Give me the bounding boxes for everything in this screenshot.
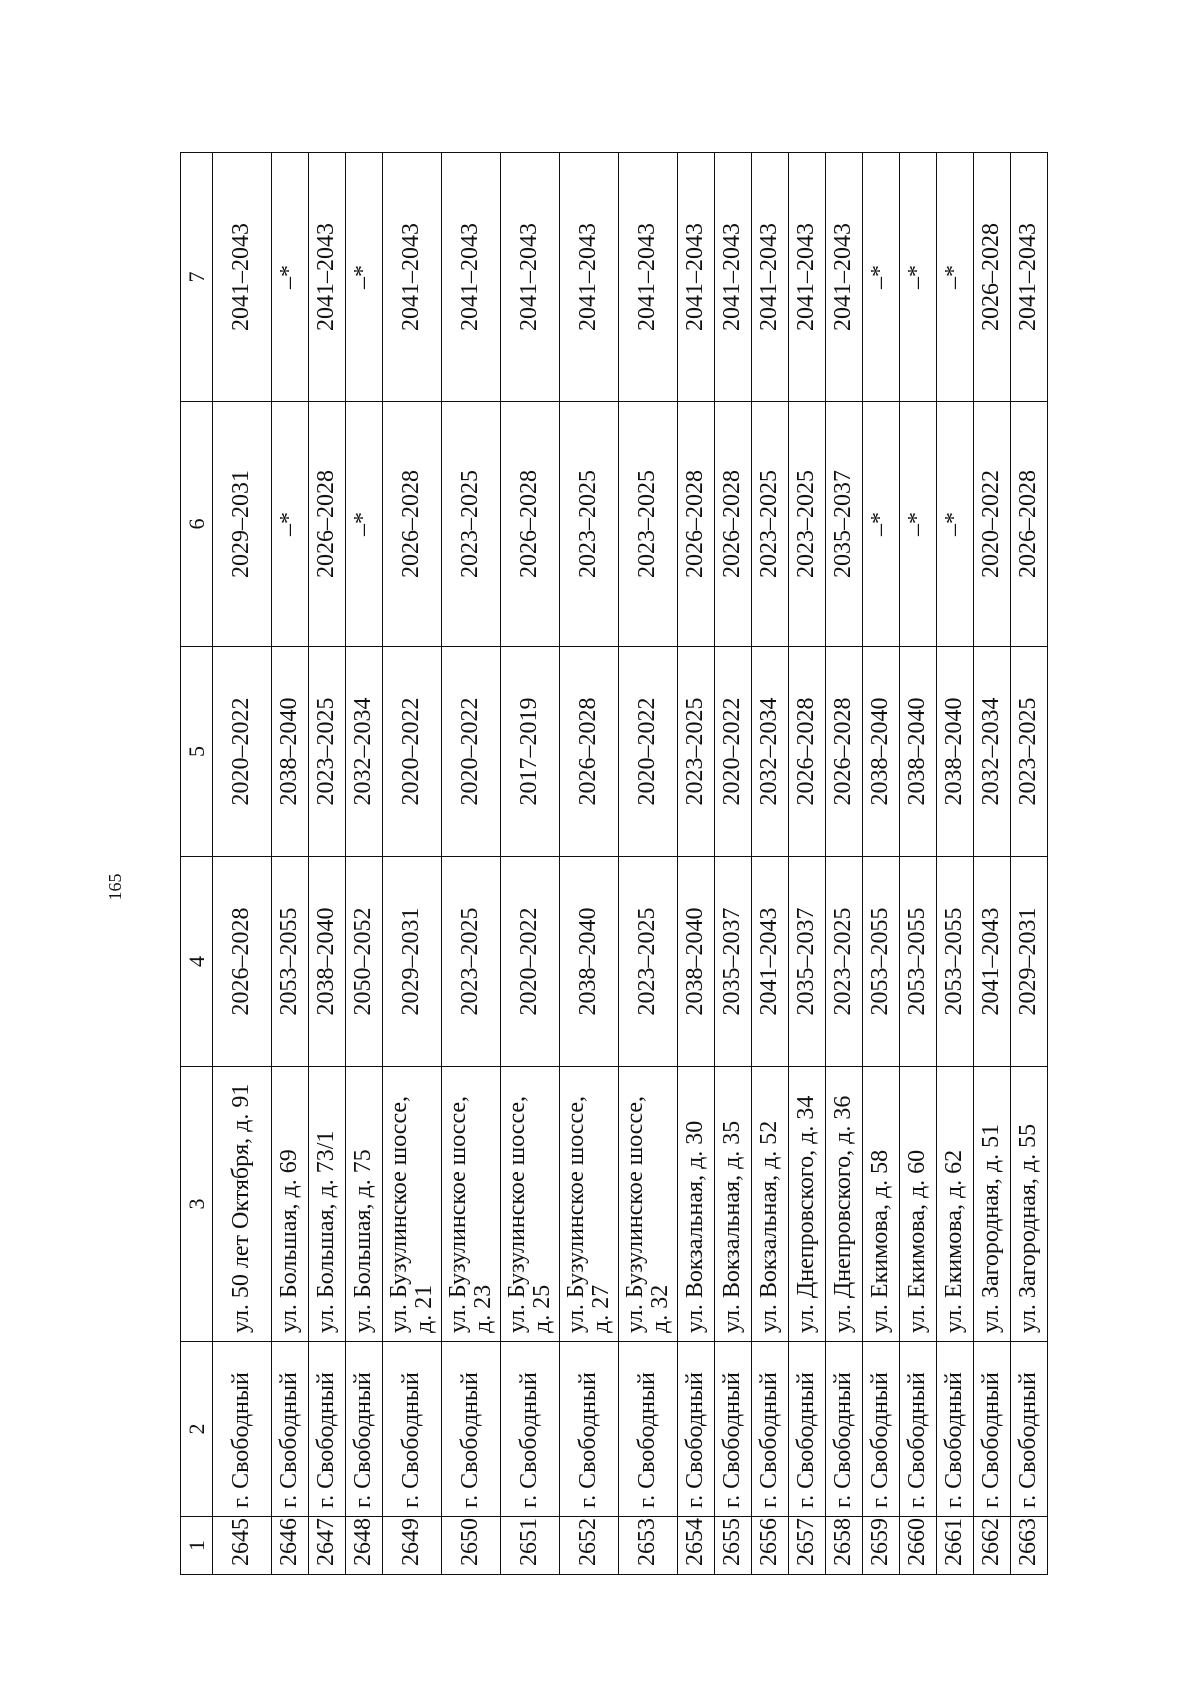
table-row — [752, 153, 789, 1575]
cell-col6: 2026–2028 — [1011, 402, 1048, 647]
cell-city: г. Свободный — [678, 1342, 715, 1517]
cell-col7: 2041–2043 — [442, 153, 501, 402]
cell-col6: 2026–2028 — [383, 402, 442, 647]
cell-col4: 2038–2040 — [309, 857, 346, 1067]
cell-col5: 2038–2040 — [937, 647, 974, 857]
cell-col6: 2035–2037 — [826, 402, 863, 647]
cell-col4: 2029–2031 — [383, 857, 442, 1067]
cell-col7: 2041–2043 — [715, 153, 752, 402]
cell-city: г. Свободный — [863, 1342, 900, 1517]
cell-number: 2646 — [272, 1517, 309, 1575]
cell-city: г. Свободный — [346, 1342, 383, 1517]
cell-col7: 2041–2043 — [501, 153, 560, 402]
table-row — [1011, 153, 1048, 1575]
cell-col5: 2032–2034 — [752, 647, 789, 857]
rotated-table-container — [180, 153, 1040, 1575]
cell-address: ул. Большая, д. 69 — [272, 1067, 309, 1342]
cell-col6: 2023–2025 — [560, 402, 619, 647]
cell-address: ул. Бузулинское шоссе, д. 23 — [442, 1067, 501, 1342]
cell-col4: 2053–2055 — [272, 857, 309, 1067]
cell-col5: 2032–2034 — [974, 647, 1011, 857]
cell-col5: 2032–2034 — [346, 647, 383, 857]
cell-number: 2653 — [619, 1517, 678, 1575]
cell-city: г. Свободный — [501, 1342, 560, 1517]
cell-col5: 2023–2025 — [678, 647, 715, 857]
cell-col4: 2038–2040 — [560, 857, 619, 1067]
table-row — [442, 153, 501, 1575]
cell-city: г. Свободный — [560, 1342, 619, 1517]
column-header-6: 6 — [181, 402, 213, 647]
cell-col6: 2026–2028 — [715, 402, 752, 647]
cell-col6: 2026–2028 — [501, 402, 560, 647]
table-row — [974, 153, 1011, 1575]
cell-address: ул. Вокзальная, д. 52 — [752, 1067, 789, 1342]
column-header-7: 7 — [181, 153, 213, 402]
cell-col5: 2020–2022 — [715, 647, 752, 857]
cell-number: 2659 — [863, 1517, 900, 1575]
table-row — [383, 153, 442, 1575]
cell-col7: 2041–2043 — [309, 153, 346, 402]
table-row — [789, 153, 826, 1575]
cell-city: г. Свободный — [272, 1342, 309, 1517]
cell-col5: 2038–2040 — [272, 647, 309, 857]
cell-address: ул. Загородная, д. 51 — [974, 1067, 1011, 1342]
cell-address: ул. Бузулинское шоссе, д. 27 — [560, 1067, 619, 1342]
cell-col6: 2020–2022 — [974, 402, 1011, 647]
cell-city: г. Свободный — [715, 1342, 752, 1517]
cell-city: г. Свободный — [937, 1342, 974, 1517]
cell-number: 2645 — [213, 1517, 272, 1575]
table-row — [309, 153, 346, 1575]
cell-address: ул. Днепровского, д. 36 — [826, 1067, 863, 1342]
cell-number: 2652 — [560, 1517, 619, 1575]
cell-col7: –* — [346, 153, 383, 402]
cell-col6: 2023–2025 — [442, 402, 501, 647]
cell-col5: 2023–2025 — [1011, 647, 1048, 857]
cell-city: г. Свободный — [974, 1342, 1011, 1517]
cell-col5: 2038–2040 — [863, 647, 900, 857]
cell-col4: 2029–2031 — [1011, 857, 1048, 1067]
cell-city: г. Свободный — [789, 1342, 826, 1517]
cell-city: г. Свободный — [900, 1342, 937, 1517]
table-row — [900, 153, 937, 1575]
cell-col6: 2023–2025 — [789, 402, 826, 647]
cell-address: ул. 50 лет Октября, д. 91 — [213, 1067, 272, 1342]
cell-col7: 2041–2043 — [1011, 153, 1048, 402]
cell-col7: 2041–2043 — [383, 153, 442, 402]
table-row — [346, 153, 383, 1575]
table-row — [826, 153, 863, 1575]
cell-address: ул. Большая, д. 75 — [346, 1067, 383, 1342]
cell-col5: 2026–2028 — [560, 647, 619, 857]
table-row — [715, 153, 752, 1575]
cell-col4: 2041–2043 — [974, 857, 1011, 1067]
cell-col6: –* — [863, 402, 900, 647]
cell-col5: 2026–2028 — [826, 647, 863, 857]
cell-col4: 2023–2025 — [826, 857, 863, 1067]
cell-col6: 2023–2025 — [619, 402, 678, 647]
cell-city: г. Свободный — [383, 1342, 442, 1517]
table-row — [937, 153, 974, 1575]
cell-number: 2658 — [826, 1517, 863, 1575]
cell-col7: 2041–2043 — [789, 153, 826, 402]
cell-city: г. Свободный — [309, 1342, 346, 1517]
cell-col5: 2020–2022 — [383, 647, 442, 857]
table-row — [560, 153, 619, 1575]
cell-address: ул. Екимова, д. 60 — [900, 1067, 937, 1342]
cell-address: ул. Вокзальная, д. 35 — [715, 1067, 752, 1342]
cell-col7: 2041–2043 — [560, 153, 619, 402]
cell-col7: –* — [863, 153, 900, 402]
cell-col6: –* — [272, 402, 309, 647]
table-row — [213, 153, 272, 1575]
cell-col4: 2023–2025 — [619, 857, 678, 1067]
cell-col6: 2029–2031 — [213, 402, 272, 647]
cell-address: ул. Вокзальная, д. 30 — [678, 1067, 715, 1342]
cell-col5: 2026–2028 — [789, 647, 826, 857]
column-header-5: 5 — [181, 647, 213, 857]
schedule-table — [180, 152, 1048, 1575]
cell-col7: –* — [937, 153, 974, 402]
cell-col5: 2023–2025 — [309, 647, 346, 857]
cell-col5: 2020–2022 — [213, 647, 272, 857]
cell-city: г. Свободный — [619, 1342, 678, 1517]
table-row — [678, 153, 715, 1575]
cell-number: 2663 — [1011, 1517, 1048, 1575]
cell-col4: 2020–2022 — [501, 857, 560, 1067]
cell-address: ул. Бузулинское шоссе, д. 25 — [501, 1067, 560, 1342]
cell-address: ул. Большая, д. 73/1 — [309, 1067, 346, 1342]
cell-address: ул. Загородная, д. 55 — [1011, 1067, 1048, 1342]
cell-col7: –* — [900, 153, 937, 402]
cell-address: ул. Екимова, д. 58 — [863, 1067, 900, 1342]
cell-col6: 2026–2028 — [309, 402, 346, 647]
column-header-3: 3 — [181, 1067, 213, 1342]
cell-col4: 2053–2055 — [863, 857, 900, 1067]
cell-col6: 2026–2028 — [678, 402, 715, 647]
cell-col6: 2023–2025 — [752, 402, 789, 647]
table-row — [272, 153, 309, 1575]
cell-col5: 2020–2022 — [619, 647, 678, 857]
table-body — [213, 153, 1048, 1575]
cell-address: ул. Бузулинское шоссе, д. 21 — [383, 1067, 442, 1342]
column-header-4: 4 — [181, 857, 213, 1067]
cell-number: 2647 — [309, 1517, 346, 1575]
cell-col7: 2041–2043 — [213, 153, 272, 402]
cell-col4: 2035–2037 — [789, 857, 826, 1067]
cell-col7: 2041–2043 — [678, 153, 715, 402]
cell-number: 2648 — [346, 1517, 383, 1575]
cell-col4: 2041–2043 — [752, 857, 789, 1067]
cell-number: 2655 — [715, 1517, 752, 1575]
cell-city: г. Свободный — [826, 1342, 863, 1517]
header-row — [181, 153, 213, 1575]
cell-col7: 2041–2043 — [752, 153, 789, 402]
cell-address: ул. Бузулинское шоссе, д. 32 — [619, 1067, 678, 1342]
cell-address: ул. Екимова, д. 62 — [937, 1067, 974, 1342]
cell-col6: –* — [937, 402, 974, 647]
cell-number: 2651 — [501, 1517, 560, 1575]
table-row — [863, 153, 900, 1575]
cell-col4: 2038–2040 — [678, 857, 715, 1067]
cell-col7: 2041–2043 — [826, 153, 863, 402]
cell-col4: 2026–2028 — [213, 857, 272, 1067]
cell-col6: –* — [346, 402, 383, 647]
column-header-2: 2 — [181, 1342, 213, 1517]
cell-city: г. Свободный — [752, 1342, 789, 1517]
cell-col4: 2035–2037 — [715, 857, 752, 1067]
cell-city: г. Свободный — [213, 1342, 272, 1517]
cell-col7: –* — [272, 153, 309, 402]
cell-city: г. Свободный — [1011, 1342, 1048, 1517]
cell-number: 2650 — [442, 1517, 501, 1575]
cell-col7: 2041–2043 — [619, 153, 678, 402]
cell-col4: 2053–2055 — [937, 857, 974, 1067]
column-header-1: 1 — [181, 1517, 213, 1575]
cell-number: 2661 — [937, 1517, 974, 1575]
cell-number: 2662 — [974, 1517, 1011, 1575]
cell-city: г. Свободный — [442, 1342, 501, 1517]
page-number: 165 — [105, 873, 125, 901]
cell-number: 2654 — [678, 1517, 715, 1575]
cell-number: 2660 — [900, 1517, 937, 1575]
cell-col5: 2017–2019 — [501, 647, 560, 857]
cell-col4: 2023–2025 — [442, 857, 501, 1067]
cell-col5: 2038–2040 — [900, 647, 937, 857]
cell-col4: 2053–2055 — [900, 857, 937, 1067]
cell-number: 2657 — [789, 1517, 826, 1575]
cell-number: 2649 — [383, 1517, 442, 1575]
cell-col6: –* — [900, 402, 937, 647]
table-row — [619, 153, 678, 1575]
cell-col7: 2026–2028 — [974, 153, 1011, 402]
table-row — [501, 153, 560, 1575]
cell-col5: 2020–2022 — [442, 647, 501, 857]
cell-address: ул. Днепровского, д. 34 — [789, 1067, 826, 1342]
cell-col4: 2050–2052 — [346, 857, 383, 1067]
cell-number: 2656 — [752, 1517, 789, 1575]
